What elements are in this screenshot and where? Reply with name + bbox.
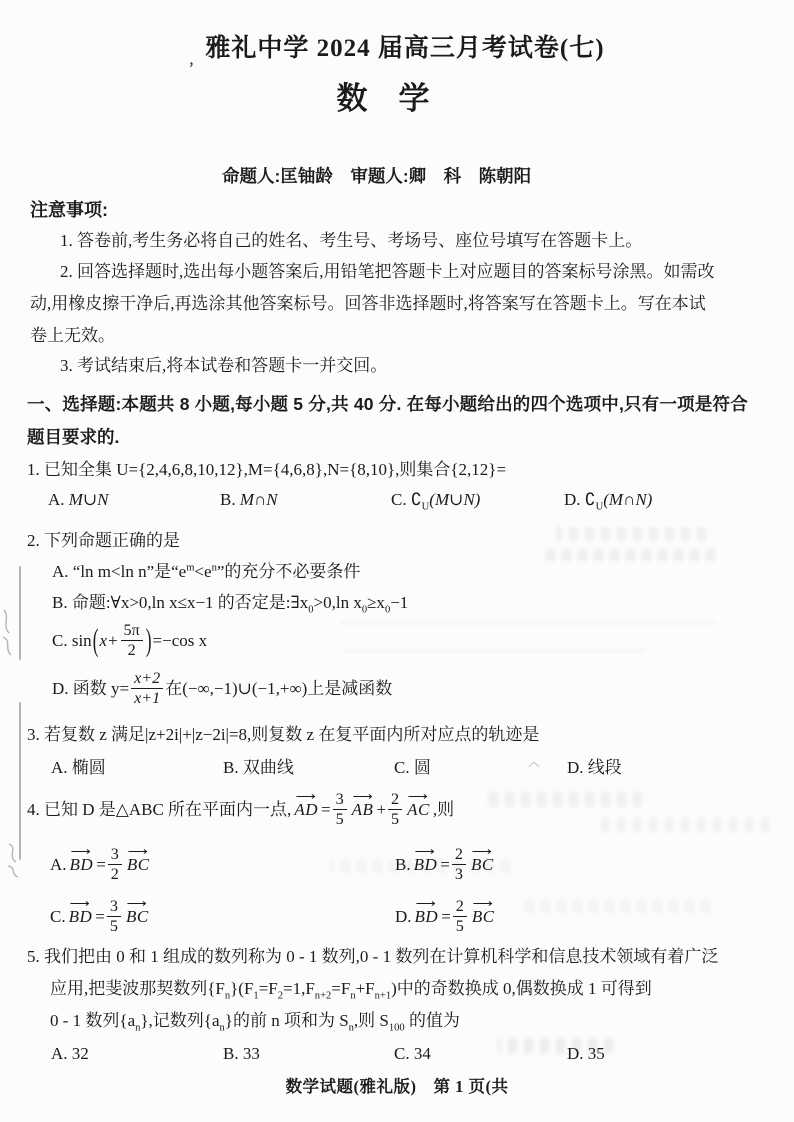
vector-BD: ⟶ BD: [414, 854, 438, 875]
question-3-stem: 3. 若复数 z 满足|z+2i|+|z−2i|=8,则复数 z 在复平面内所对应点的轨迹是: [27, 725, 540, 744]
q4-option-b: [395, 846, 740, 884]
scan-fold-line: [19, 566, 21, 660]
q5-sub: n: [135, 1022, 141, 1034]
q1-option-b-letter: B.: [220, 490, 240, 509]
question-1-options: [48, 489, 652, 514]
vector-AB: ⟶ AB: [352, 799, 374, 820]
numerator: 5π: [123, 622, 140, 639]
question-5-line-3: [50, 1010, 460, 1035]
authors-line: 命题人:匡铀龄 审题人:卿 科 陈朝阳: [222, 166, 532, 186]
left-paren: (: [92, 622, 99, 658]
q5-option-b: B. 33: [223, 1044, 260, 1063]
q4-option-c-letter: C.: [50, 907, 66, 927]
vector-BC: ⟶ BC: [127, 854, 150, 875]
q4-option-d-letter: D.: [395, 907, 412, 927]
scan-smear: [340, 622, 715, 625]
fraction: [107, 898, 121, 936]
plus-sign: +: [376, 800, 387, 820]
vector-BD: ⟶ BD: [415, 906, 439, 927]
numerator: 3: [110, 846, 119, 863]
equals-sign: =: [441, 907, 451, 927]
q3-option-a: A. 椭圆: [51, 758, 106, 777]
question-4-stem: [27, 791, 454, 829]
q1-option-c-letter: C.: [391, 490, 411, 509]
section-1-header-line-1: 一、选择题:本题共 8 小题,每小题 5 分,共 40 分. 在每小题给出的四个选项中,只有一项是符合: [27, 394, 748, 414]
denominator: 5: [453, 916, 467, 936]
numerator: 2: [455, 898, 464, 915]
denominator: 5: [388, 809, 402, 829]
fraction-x2-x1: [131, 670, 163, 708]
q2-option-b-text: ≥x: [367, 593, 385, 612]
question-1-stem: 1. 已知全集 U={2,4,6,8,10,12},M={4,6,8},N={8,10},则集合{2,12}=: [27, 460, 507, 479]
q1-option-b-math: M∩N: [239, 490, 278, 509]
q5-text: 的值为: [404, 1011, 460, 1030]
denominator: 3: [452, 864, 466, 884]
q2-option-a: [52, 561, 360, 582]
question-3-options: [51, 757, 622, 778]
question-5-line-1: 5. 我们把由 0 和 1 组成的数列称为 0 - 1 数列,0 - 1 数列在计算机科学和信息技术领域有着广泛: [27, 947, 719, 966]
q2-option-d-text: 在(−∞,−1)∪(−1,+∞)上是减函数: [165, 679, 393, 699]
question-5-line-2: [50, 978, 652, 1003]
q2-option-c-math: x+: [99, 631, 119, 651]
q4-option-b-letter: B.: [395, 855, 411, 875]
q2-option-a-text: ”的充分不必要条件: [216, 562, 361, 581]
q5-sub: n: [219, 1022, 225, 1034]
vector-BC: ⟶ BC: [471, 854, 494, 875]
vector-BD: ⟶ BD: [70, 854, 94, 875]
q2-option-a-sup-m: m: [186, 562, 195, 574]
equals-sign: =: [96, 855, 106, 875]
q5-sub: n: [350, 990, 356, 1002]
equals-sign: =: [95, 907, 105, 927]
q5-sub: 100: [388, 1022, 405, 1034]
q1-option-b: [220, 489, 391, 514]
right-paren: ): [145, 622, 152, 658]
scan-bleed-through: [556, 527, 706, 541]
scan-bleed-through: [600, 818, 770, 832]
question-2-stem: 2. 下列命题正确的是: [27, 531, 180, 550]
q2-option-b-text: B. 命题:∀x>0,ln x≤x−1 的否定是:∃x: [52, 593, 309, 612]
q5-sub: n+1: [374, 990, 392, 1002]
q1-option-d-math: (M∩N): [603, 490, 653, 509]
fraction: [453, 898, 467, 936]
scan-bleed-through: [482, 792, 642, 807]
q2-option-b-sub: 0: [308, 604, 314, 616]
q4-stem-text: 4. 已知 D 是△ABC 所在平面内一点,: [27, 800, 292, 820]
page-title-text: 雅礼中学 2024 届高三月考试卷(七): [205, 35, 605, 62]
q2-option-a-sup-n: n: [211, 562, 217, 574]
page-title: [0, 33, 794, 68]
numerator: 3: [335, 791, 344, 808]
q2-option-b-text: −1: [390, 593, 409, 612]
q2-option-b-sub: 0: [384, 604, 391, 616]
q5-text: +F: [355, 979, 375, 998]
q1-option-c: [391, 489, 564, 514]
q2-option-a-text: A. “ln m<ln n”是“e: [52, 562, 187, 581]
q1-option-d: [564, 489, 652, 514]
q5-text: =F: [258, 979, 278, 998]
question-4-options-row-1: [50, 846, 740, 884]
q2-option-b-text: >0,ln x: [313, 593, 362, 612]
denominator: x+1: [131, 688, 163, 708]
scan-mark-caret: ︿: [528, 755, 541, 769]
q1-option-a-math: M∪N: [68, 490, 109, 509]
q5-text: )中的奇数换成 0,偶数换成 1 可得到: [391, 979, 652, 998]
scan-speck: ，: [189, 52, 204, 67]
numerator: 3: [109, 898, 118, 915]
q1-option-a-letter: A.: [48, 490, 69, 509]
complement-symbol: ∁: [584, 490, 596, 510]
q5-sub: 1: [253, 990, 259, 1002]
q5-text: ,则 S: [353, 1011, 389, 1030]
notice-item-2-line-3: 卷上无效。: [30, 326, 115, 345]
denominator: 5: [107, 916, 121, 936]
q5-text: =1,F: [283, 979, 315, 998]
q1-option-a: [48, 489, 220, 514]
fraction: [452, 846, 466, 884]
q5-sub: n: [224, 990, 231, 1002]
q1-option-c-math: (M∪N): [429, 490, 481, 509]
fraction: [108, 846, 122, 884]
q5-text: 0 - 1 数列{a: [50, 1011, 136, 1030]
q2-option-c-text: =−cos x: [152, 631, 208, 651]
q5-text: =F: [331, 979, 351, 998]
q2-option-a-text: <e: [194, 562, 212, 581]
vector-BC: ⟶ BC: [126, 906, 149, 927]
q3-option-c: C. 圆: [394, 758, 431, 777]
q2-option-d-text: D. 函数 y=: [52, 679, 130, 699]
vector-BD: ⟶ BD: [69, 906, 93, 927]
q4-option-a: [50, 846, 395, 884]
denominator: 5: [333, 809, 347, 829]
complement-symbol: ∁: [410, 490, 422, 510]
q1-option-c-subscript: U: [421, 501, 430, 513]
vector-AC: ⟶ AC: [407, 799, 430, 820]
q5-sub: 2: [277, 990, 283, 1002]
q5-option-a: A. 32: [51, 1044, 89, 1063]
scan-bleed-through: [540, 548, 715, 561]
vector-BC: ⟶ BC: [472, 906, 495, 927]
scan-scribble: [0, 605, 22, 660]
scan-smear: [345, 650, 645, 653]
q4-option-c: [50, 898, 395, 936]
notice-item-2-line-1: 2. 回答选择题时,选出每小题答案后,用铅笔把答题卡上对应题目的答案标号涂黑。如需改: [60, 262, 715, 281]
q4-stem-text: ,则: [432, 800, 455, 820]
numerator: x+2: [134, 670, 161, 687]
subject-title: 数 学: [336, 81, 430, 116]
question-4-options-row-2: [50, 898, 740, 936]
notice-item-2-line-2: 动,用橡皮擦干净后,再选涂其他答案标号。回答非选择题时,将答案写在答题卡上。写在本试: [30, 294, 706, 313]
scan-fold-line: [19, 702, 21, 860]
page-footer: 数学试题(雅礼版) 第 1 页(共: [285, 1077, 509, 1096]
q2-option-c-text: C. sin: [52, 631, 92, 651]
q4-option-d: [395, 898, 740, 936]
q1-option-d-letter: D.: [564, 490, 585, 509]
notice-item-1: 1. 答卷前,考生务必将自己的姓名、考生号、考场号、座位号填写在答题卡上。: [60, 231, 643, 250]
q1-option-d-subscript: U: [595, 501, 604, 513]
q5-text: }的前 n 项和为 S: [224, 1011, 349, 1030]
q5-text: 应用,把斐波那契数列{F: [50, 979, 225, 998]
fraction-3-5: [333, 791, 347, 829]
q2-option-c: [52, 622, 207, 660]
q2-option-b: [52, 592, 408, 617]
q2-option-b-sub: 0: [361, 604, 368, 616]
fraction-5pi-2: [121, 622, 143, 660]
scan-scribble: [4, 840, 26, 880]
notice-heading: 注意事项:: [30, 200, 108, 220]
q4-option-a-letter: A.: [50, 855, 67, 875]
q5-option-c: C. 34: [394, 1044, 431, 1063]
equals-sign: =: [440, 855, 450, 875]
equals-sign: =: [320, 800, 331, 820]
vector-AD: ⟶ AD: [294, 799, 318, 820]
numerator: 2: [391, 791, 400, 808]
q5-text: },记数列{a: [140, 1011, 220, 1030]
q5-option-d: D. 35: [567, 1044, 605, 1063]
q3-option-d: D. 线段: [567, 758, 622, 777]
notice-item-3: 3. 考试结束后,将本试卷和答题卡一并交回。: [60, 356, 388, 375]
fraction-2-5: [388, 791, 402, 829]
numerator: 2: [454, 846, 463, 863]
question-5-options: [51, 1043, 605, 1064]
q3-option-b: B. 双曲线: [223, 758, 294, 777]
denominator: 2: [121, 640, 143, 660]
denominator: 2: [108, 864, 122, 884]
q2-option-d: [52, 670, 392, 708]
q5-sub: n+2: [314, 990, 332, 1002]
section-1-header-line-2: 题目要求的.: [27, 427, 120, 447]
q5-text: }(F: [230, 979, 254, 998]
q5-sub: n: [348, 1022, 354, 1034]
